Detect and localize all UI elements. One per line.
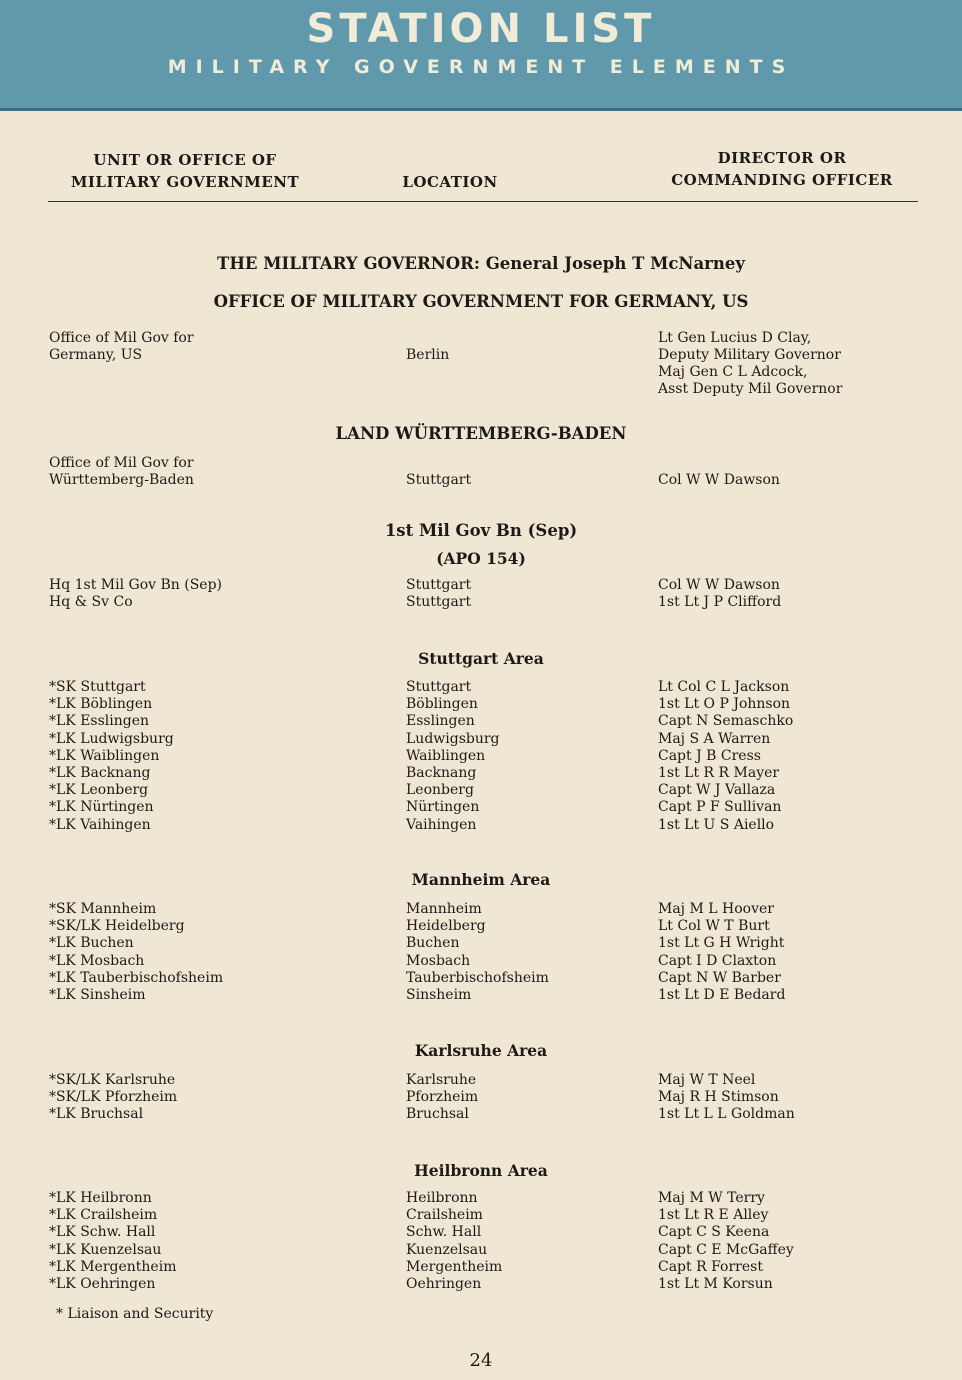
cell-unit: *LK Vaihingen <box>49 816 151 833</box>
cell-location: Crailsheim <box>406 1207 483 1224</box>
cell-unit: *SK Stuttgart <box>49 679 146 695</box>
cell-location: Heilbronn <box>406 1190 478 1206</box>
table-row: Hq & Sv Co Stuttgart 1st Lt J P Clifford <box>49 594 782 610</box>
cell-director: Lt Col W T Burt <box>658 918 770 935</box>
table-row <box>0 1276 962 1293</box>
cell-director: Capt C E McGaffey <box>658 1241 794 1258</box>
cell-unit: *LK Mosbach <box>49 952 145 969</box>
cell-unit: *LK Sinsheim <box>49 987 146 1003</box>
battalion-heading: 1st Mil Gov Bn (Sep) <box>384 521 578 540</box>
cell-location: Mannheim <box>406 901 482 917</box>
cell-location: Mergentheim <box>406 1258 503 1275</box>
header-banner <box>0 0 962 111</box>
cell-director: 1st Lt M Korsun <box>658 1276 773 1292</box>
cell-location: Nürtingen <box>406 799 480 816</box>
table-row: Hq 1st Mil Gov Bn (Sep) Stuttgart Col W W Dawson <box>49 577 780 593</box>
cell-director: 1st Lt U S Aiello <box>658 816 775 833</box>
cell-director: Capt W J Vallaza <box>658 782 776 799</box>
cell-unit: *LK Buchen <box>49 935 134 952</box>
cell-unit: *LK Waiblingen <box>49 747 160 764</box>
cell-location: Böblingen <box>406 696 478 713</box>
omgus-row-4: Asst Deputy Mil Governor <box>658 381 843 397</box>
cell-unit: *LK Oehringen <box>49 1276 156 1292</box>
table-row <box>0 1089 962 1106</box>
cell-director: Maj R H Stimson <box>658 1089 779 1106</box>
cell-director: Capt C S Keena <box>658 1224 770 1241</box>
land-row-1: Office of Mil Gov for <box>49 455 194 471</box>
cell-location: Ludwigsburg <box>406 730 500 747</box>
cell-director: Lt Col C L Jackson <box>658 679 790 695</box>
table-row <box>0 1242 962 1259</box>
cell-location: Mosbach <box>406 952 471 969</box>
table-row <box>0 1259 962 1276</box>
cell-location: Kuenzelsau <box>406 1241 488 1258</box>
table-row <box>0 1106 962 1123</box>
cell-director: Maj W T Neel <box>658 1072 756 1088</box>
table-row <box>0 1224 962 1241</box>
cell-location: Bruchsal <box>406 1106 469 1123</box>
cell-unit: *SK/LK Heidelberg <box>49 918 185 935</box>
cell-director: Capt I D Claxton <box>658 952 777 969</box>
page-subtitle: MILITARY GOVERNMENT ELEMENTS <box>167 56 795 78</box>
cell-director: 1st Lt R E Alley <box>658 1207 769 1224</box>
table-row <box>0 918 962 935</box>
battalion-apo: (APO 154) <box>436 549 526 568</box>
table-row <box>0 987 962 1004</box>
table-row <box>0 679 962 696</box>
table-row <box>0 901 962 918</box>
cell-location: Oehringen <box>406 1276 482 1292</box>
cell-location: Buchen <box>406 935 460 952</box>
cell-unit: *LK Tauberbischofsheim <box>49 969 224 986</box>
omgus-row-2: Germany, US Berlin Deputy Military Governor <box>49 347 841 363</box>
page-title: STATION LIST <box>306 6 656 52</box>
cell-director: 1st Lt G H Wright <box>658 935 785 952</box>
cell-director: 1st Lt L L Goldman <box>658 1106 795 1123</box>
cell-unit: *SK/LK Pforzheim <box>49 1089 178 1106</box>
cell-director: Capt J B Cress <box>658 747 761 764</box>
cell-location: Waiblingen <box>406 747 486 764</box>
table-row <box>0 748 962 765</box>
table-row <box>0 970 962 987</box>
cell-unit: *LK Crailsheim <box>49 1207 158 1224</box>
omgus-row-3: Maj Gen C L Adcock, <box>658 364 808 380</box>
cell-director: 1st Lt D E Bedard <box>658 987 786 1003</box>
table-row <box>0 782 962 799</box>
table-row <box>0 799 962 816</box>
table-row <box>0 696 962 713</box>
cell-unit: *SK/LK Karlsruhe <box>49 1072 176 1088</box>
table-row <box>0 1072 962 1089</box>
land-row-2: Württemberg-Baden Stuttgart Col W W Dawson <box>49 472 780 488</box>
table-row <box>0 731 962 748</box>
cell-location: Backnang <box>406 765 477 781</box>
table-row <box>0 953 962 970</box>
area-heading: Karlsruhe Area <box>414 1041 548 1060</box>
column-header-location: LOCATION <box>402 173 498 191</box>
cell-director: Maj M L Hoover <box>658 901 774 917</box>
cell-location: Heidelberg <box>406 918 486 935</box>
column-header-director: DIRECTOR OR COMMANDING OFFICER <box>671 149 893 189</box>
cell-director: Maj S A Warren <box>658 730 771 747</box>
table-row <box>0 817 962 834</box>
omgus-row-1: Office of Mil Gov for Lt Gen Lucius D Clay, <box>49 330 812 346</box>
cell-unit: *SK Mannheim <box>49 901 157 917</box>
cell-director: 1st Lt O P Johnson <box>658 696 791 713</box>
cell-location: Karlsruhe <box>406 1072 477 1088</box>
table-row <box>0 765 962 782</box>
cell-unit: *LK Esslingen <box>49 713 150 730</box>
cell-director: Capt N Semaschko <box>658 713 794 730</box>
footnote: * Liaison and Security <box>56 1306 214 1322</box>
cell-location: Stuttgart <box>406 679 472 695</box>
table-row <box>0 713 962 730</box>
area-heading: Heilbronn Area <box>414 1161 548 1180</box>
cell-location: Pforzheim <box>406 1089 479 1106</box>
area-heading: Stuttgart Area <box>418 649 544 668</box>
cell-unit: *LK Bruchsal <box>49 1106 144 1123</box>
table-row <box>0 1207 962 1224</box>
cell-director: Capt N W Barber <box>658 969 781 986</box>
table-row <box>0 1190 962 1207</box>
cell-location: Tauberbischofsheim <box>406 969 549 986</box>
cell-director: 1st Lt R R Mayer <box>658 765 780 781</box>
cell-director: Capt R Forrest <box>658 1258 763 1275</box>
land-heading: LAND WÜRTTEMBERG-BADEN <box>335 424 627 443</box>
cell-director: Capt P F Sullivan <box>658 799 782 816</box>
cell-unit: *LK Backnang <box>49 765 151 781</box>
cell-unit: *LK Mergentheim <box>49 1258 177 1275</box>
omgus-heading: OFFICE OF MILITARY GOVERNMENT FOR GERMANY, US <box>213 292 749 311</box>
cell-location: Schw. Hall <box>406 1224 482 1241</box>
military-governor-heading: THE MILITARY GOVERNOR: General Joseph T McNarney <box>217 254 745 273</box>
area-heading: Mannheim Area <box>411 870 551 889</box>
cell-unit: *LK Böblingen <box>49 696 153 713</box>
cell-unit: *LK Nürtingen <box>49 799 154 816</box>
cell-unit: *LK Heilbronn <box>49 1190 152 1206</box>
table-row <box>0 935 962 952</box>
cell-unit: *LK Kuenzelsau <box>49 1241 162 1258</box>
column-header-unit: UNIT OR OFFICE OF MILITARY GOVERNMENT <box>70 151 300 191</box>
cell-unit: *LK Leonberg <box>49 782 149 799</box>
cell-unit: *LK Ludwigsburg <box>49 730 174 747</box>
cell-location: Sinsheim <box>406 987 472 1003</box>
header-divider <box>48 201 918 202</box>
cell-director: Maj M W Terry <box>658 1190 765 1206</box>
cell-unit: *LK Schw. Hall <box>49 1224 156 1241</box>
cell-location: Esslingen <box>406 713 475 730</box>
cell-location: Vaihingen <box>406 816 477 833</box>
page-number: 24 <box>469 1350 493 1371</box>
cell-location: Leonberg <box>406 782 474 799</box>
